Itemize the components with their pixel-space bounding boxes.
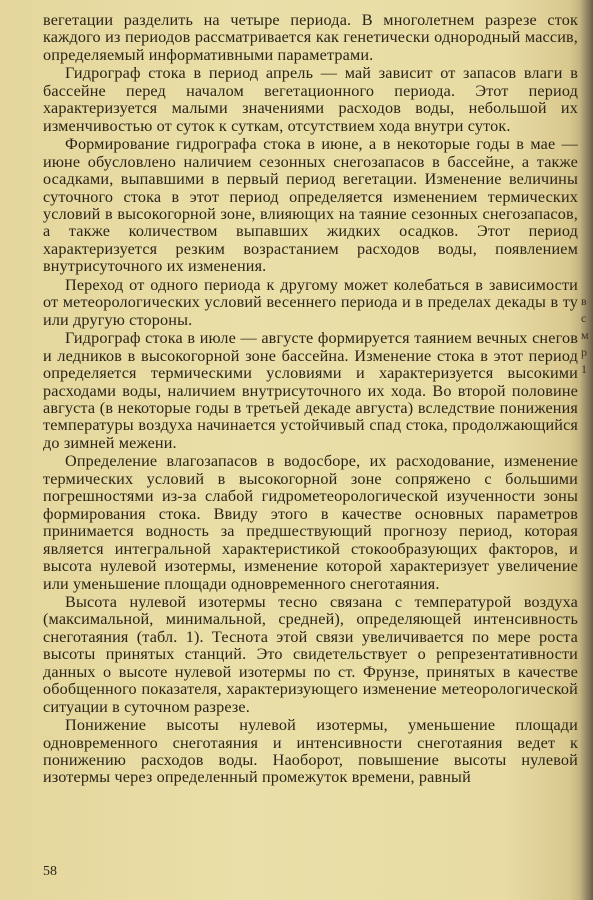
paragraph-3: Формирование гидрографа стока в июне, а в некоторые годы в мае — июне обусловлено наличием сезонных снегозапасов в бассейне, а также осадками, выпавшими в первый период вегетации. Изменение величины суточного стока в этот период определяется изменением термических условий в высокогорной зоне, влияющих на таяние сезонных снегозапасов, а также количеством выпавших жидких осадков. Этот период характеризуется резким возрастанием расходов воды, появлением внутрисуточного их изменения. xyxy=(43,135,578,276)
page-number: 58 xyxy=(43,864,57,879)
edge-letter: с xyxy=(581,311,587,325)
body-text xyxy=(43,12,578,787)
edge-letter: р xyxy=(581,345,587,359)
paragraph-8: Понижение высоты нулевой изотермы, уменьшение площади одновременного снеготаяния и интенсивности снеготаяния ведет к понижению расходов воды. Наоборот, повышение высоты нулевой изотермы через определенный промежуток времени, равный xyxy=(43,716,578,787)
paragraph-2: Гидрограф стока в период апрель — май зависит от запасов влаги в бассейне перед началом вегетационного периода. Этот период характеризуется малыми значениями расходов воды, небольшой их изменчивостью от суток к суткам, отсутствием хода внутри суток. xyxy=(43,64,578,135)
edge-letter: в xyxy=(581,294,587,308)
edge-letter: 1 xyxy=(581,362,587,376)
paragraph-7: Высота нулевой изотермы тесно связана с температурой воздуха (максимальной, минимальной, средней), определяющей интенсивность снеготаяния (табл. 1). Теснота этой связи увеличивается по мере роста высоты принятых станций. Это свидетельствует о репрезентативности данных о высоте нулевой изотермы по ст. Фрунзе, принятых в качестве обобщенного показателя, характеризующего изменение метеорологической ситуации в суточном разрезе. xyxy=(43,592,578,716)
adjacent-page-edge xyxy=(579,0,593,900)
edge-letter: м xyxy=(581,328,589,342)
paragraph-1: вегетации разделить на четыре периода. В многолетнем разрезе сток каждого из периодов рассматривается как генетически однородный массив, определяемый информативными параметрами. xyxy=(43,11,578,64)
paragraph-5: Гидрограф стока в июле — августе формируется таянием вечных снегов и ледников в высокогорной зоне бассейна. Изменение стока в этот период определяется термическими условиями и характеризуется высокими расходами воды, наличием внутрисуточного их хода. Во второй половине августа (в некоторые годы в третьей декаде августа) вследствие понижения температуры воздуха начинается устойчивый спад стока, продолжающийся до зимней межени. xyxy=(43,329,578,452)
paragraph-6: Определение влагозапасов в водосборе, их расходование, изменение термических условий в высокогорной зоне сопряжено с большими погрешностями из-за слабой гидрометеорологической изученности зоны формирования стока. Ввиду этого в качестве основных параметров принимается водность за предшествующий прогнозу период, которая является интегральной характеристикой стокообразующих факторов, и высота нулевой изотермы, изменение которой характеризует увеличение или уменьшение площади одновременного снеготаяния. xyxy=(43,452,578,593)
paragraph-4: Переход от одного периода к другому может колебаться в зависимости от метеорологических условий весеннего периода и в пределах декады в ту или другую стороны. xyxy=(43,275,578,329)
